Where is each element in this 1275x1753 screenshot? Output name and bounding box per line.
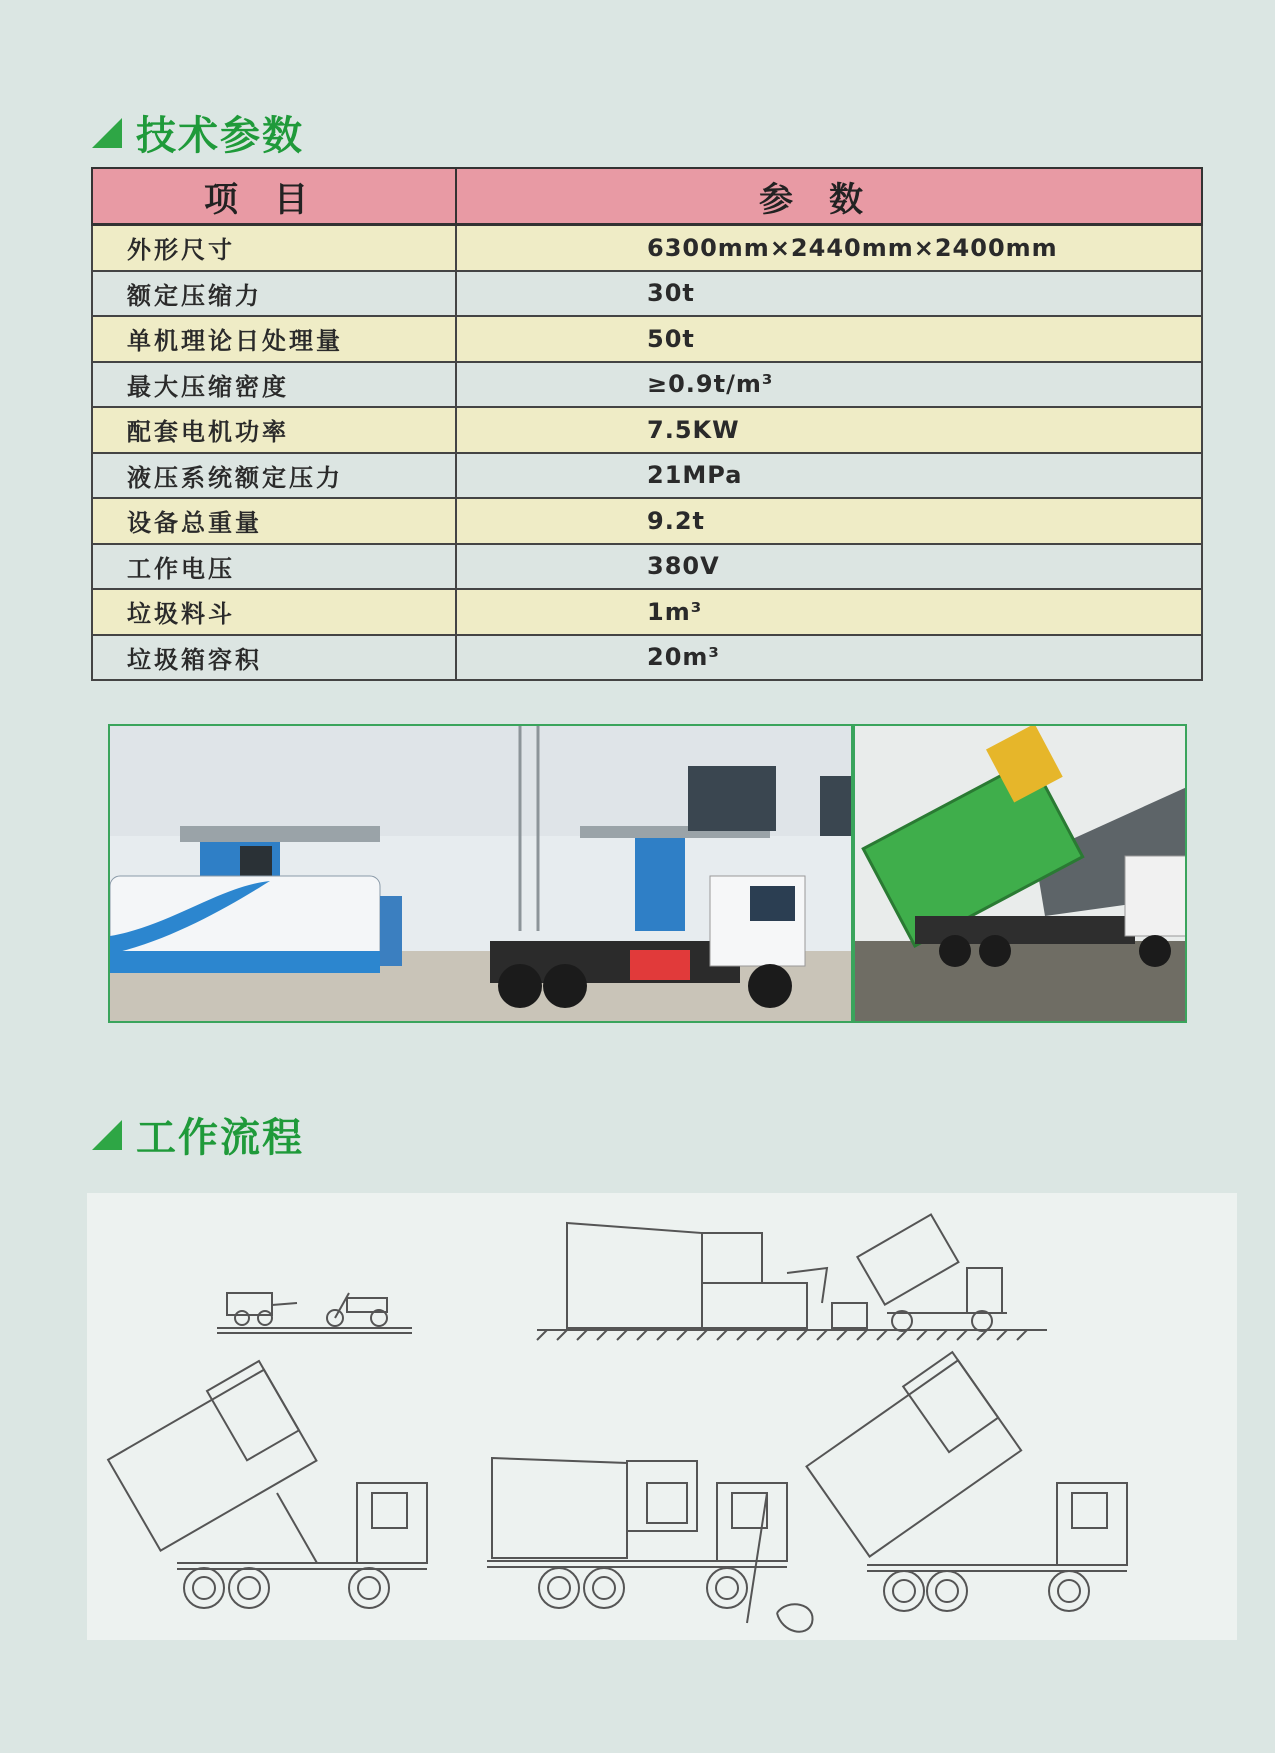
table-row xyxy=(92,544,1202,590)
row-label: 垃圾料斗 xyxy=(92,589,456,635)
table-header-row xyxy=(92,168,1202,225)
row-label: 液压系统额定压力 xyxy=(92,453,456,499)
tipping-truck-left-drawing xyxy=(103,1361,427,1608)
table-row xyxy=(92,635,1202,681)
row-value: 20m³ xyxy=(456,635,1202,681)
row-value: 7.5KW xyxy=(456,407,1202,453)
row-value: 9.2t xyxy=(456,498,1202,544)
row-value: 30t xyxy=(456,271,1202,317)
row-label: 工作电压 xyxy=(92,544,456,590)
table-row xyxy=(92,271,1202,317)
loaded-truck-middle-drawing xyxy=(487,1458,787,1608)
compactor-station-drawing xyxy=(537,1215,1047,1340)
row-value: 380V xyxy=(456,544,1202,590)
row-value: 1m³ xyxy=(456,589,1202,635)
header-item: 项目 xyxy=(92,168,456,225)
header-param: 参数 xyxy=(456,168,1202,225)
row-label: 最大压缩密度 xyxy=(92,362,456,408)
table-row xyxy=(92,498,1202,544)
row-label: 垃圾箱容积 xyxy=(92,635,456,681)
row-value: ≥0.9t/m³ xyxy=(456,362,1202,408)
table-row xyxy=(92,407,1202,453)
row-value: 50t xyxy=(456,316,1202,362)
row-label: 额定压缩力 xyxy=(92,271,456,317)
row-label: 单机理论日处理量 xyxy=(92,316,456,362)
table-row xyxy=(92,316,1202,362)
section-title-workflow xyxy=(92,1106,304,1163)
cart-and-tricycle-drawing xyxy=(217,1293,412,1333)
workflow-line-drawings xyxy=(87,1193,1237,1640)
spec-table xyxy=(91,167,1203,681)
row-label: 外形尺寸 xyxy=(92,225,456,271)
table-row xyxy=(92,225,1202,271)
row-value: 6300mm×2440mm×2400mm xyxy=(456,225,1202,271)
triangle-icon xyxy=(92,1120,122,1150)
dumping-truck-right-drawing xyxy=(747,1352,1127,1632)
photo-truck-and-container xyxy=(108,724,853,1023)
tipping-photo-illustration xyxy=(855,726,1187,1023)
table-row xyxy=(92,362,1202,408)
section-title-text: 技术参数 xyxy=(136,113,304,159)
photo-container-tipping xyxy=(853,724,1187,1023)
section-title-text: 工作流程 xyxy=(136,1115,304,1161)
truck-photo-illustration xyxy=(110,726,853,1023)
row-label: 设备总重量 xyxy=(92,498,456,544)
row-value: 21MPa xyxy=(456,453,1202,499)
section-title-tech-params xyxy=(92,104,304,161)
row-label: 配套电机功率 xyxy=(92,407,456,453)
table-row xyxy=(92,453,1202,499)
table-row xyxy=(92,589,1202,635)
triangle-icon xyxy=(92,118,122,148)
workflow-diagram xyxy=(87,1193,1237,1640)
